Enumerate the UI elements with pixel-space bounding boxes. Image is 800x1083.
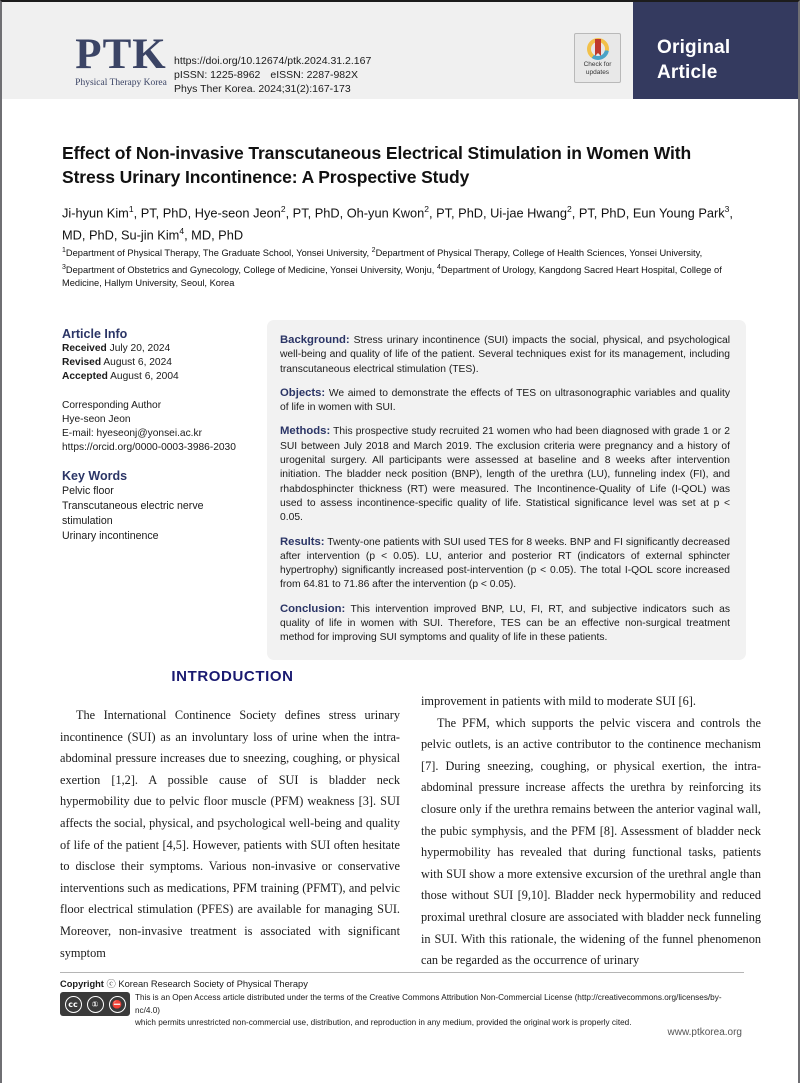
abstract-background (280, 333, 730, 377)
abstract-objects-text: We aimed to demonstrate the effects of TES on ultrasonographic variables and quality of life in women with SUI. (280, 387, 730, 414)
copyright-line (60, 978, 308, 991)
abstract-methods-label: Methods: (280, 425, 331, 438)
abstract-background-label: Background: (280, 334, 350, 346)
article-type-label: Original Article (657, 37, 731, 83)
keyword-item: Transcutaneous electric nerve stimulation (62, 500, 204, 528)
abstract-conclusion-label: Conclusion: (280, 602, 346, 615)
body-column-right (421, 691, 761, 972)
footer-divider (60, 972, 744, 973)
received-line (62, 342, 247, 356)
doi-line[interactable]: https://doi.org/10.12674/ptk.2024.31.2.167 (174, 55, 372, 67)
affiliations: $^1$Department of Physical Therapy, The Graduate School, Yonsei University, $^2$Department of Physical Therapy, College of Health Sciences, Yonsei University, $^3$Department of Obstetrics and Gynecology, College of Medicine, Yonsei University, Wonju, $^4$Department of Urology, Kangdong Sacred Heart Hospital, College of Medicine, Hallym University, Seoul, Korea (62, 247, 722, 289)
revised-label: Revised (62, 357, 102, 369)
corresponding-author-orcid[interactable]: https://orcid.org/0000-0003-3986-2030 (62, 442, 236, 454)
creative-commons-icon (60, 992, 130, 1016)
crossmark-label-line2: updates (585, 69, 610, 76)
cc-nc-icon: ⛔ (109, 996, 126, 1013)
journal-logo (62, 31, 180, 89)
abstract-results-label: Results: (280, 535, 325, 548)
crossmark-icon (587, 38, 609, 60)
intro-paragraph-1-continued: improvement in patients with mild to moderate SUI [6]. (421, 694, 696, 708)
intro-paragraph-2: The PFM, which supports the pelvic viscera and controls the pelvic outlets, is an active contributor to the continence mechanism [7]. During sneezing, coughing, or physical exertion, the intra-abdominal pressure increase affects the urethra by reinforcing its closure only if the urethra remains between the anterior vaginal wall, the pubic symphysis, and the PFM [8]. Assessment of bladder neck hypermobility has revealed that during functional tasks, patients with SUI show a more extensive excursion of the urethral angle than those without SUI [9,10]. Bladder neck hypermobility and reduced proximal urethral closure are associated with bladder neck funneling in SUI. With this rationale, the widening of the funnel phenomenon can be regarded as the occurrence of urinary (421, 715, 761, 968)
license-text (135, 992, 745, 1030)
keyword-item: Pelvic floor (62, 485, 114, 498)
received-value: July 20, 2024 (109, 343, 171, 354)
abstract-conclusion (280, 602, 730, 646)
abstract-results (280, 535, 730, 593)
citation-line: Phys Ther Korea. 2024;31(2):167-173 (174, 83, 351, 95)
crossmark-label-line1: Check for (583, 61, 612, 68)
received-label: Received (62, 343, 107, 354)
license-line-2: which permits unrestricted non-commercial use, distribution, and reproduction in any medium, provided the original work is properly cited. (135, 1018, 632, 1027)
article-title: Effect of Non-invasive Transcutaneous Electrical Stimulation in Women With Stress Urinary Incontinence: A Prospective Study (62, 143, 692, 187)
cc-by-icon: ① (87, 996, 104, 1013)
body-column-left (60, 705, 400, 964)
pissn: pISSN: 1225-8962 (174, 69, 261, 81)
abstract-conclusion-text: This intervention improved BNP, LU, FI, RT, and subjective indicators such as quality of life in women with SUI. Therefore, TES can be an effective non-surgical treatment method for improving SUI symptoms and quality of life in these patients. (280, 603, 730, 644)
revised-value: August 6, 2024 (103, 357, 172, 369)
accepted-label: Accepted (62, 371, 108, 383)
abstract-methods (280, 424, 730, 525)
journal-logo-subtitle: Physical Therapy Korea (75, 78, 167, 88)
copyright-text: ⓒ Korean Research Society of Physical Therapy (103, 979, 308, 989)
corresponding-author-heading: Corresponding Author (62, 399, 162, 411)
abstract-objects (280, 386, 730, 416)
abstract-box (267, 320, 746, 660)
corresponding-author-name: Hye-seon Jeon (62, 413, 131, 425)
intro-paragraph-1: The International Continence Society defines stress urinary incontinence (SUI) as an involuntary loss of urine when the intra-abdominal pressure increases due to sneezing, coughing, or physical exertion [1,2]. A possible cause of SUI is bladder neck hypermobility due to pelvic floor muscle (PFM) weakness [3]. SUI affects the social, physical, and psychological well-being and quality of life of the patient [4,5]. However, patients with SUI often hesitate to disclose their symptoms. Various non-invasive or conservative interventions such as medications, PFM training (PFMT), and pelvic floor electrical stimulation (PFES) are available for managing SUI. Moreover, non-invasive treatment is associated with significant symptom (60, 708, 400, 960)
revised-line (62, 356, 247, 370)
article-info-heading: Article Info (62, 327, 128, 341)
license-line-1: This is an Open Access article distributed under the terms of the Creative Commons Attribution Non-Commercial License (http://creativecommons.org/licenses/by-nc/4.0) (135, 993, 722, 1015)
accepted-line (62, 370, 247, 384)
corresponding-author-email[interactable]: E-mail: hyeseonj@yonsei.ac.kr (62, 428, 203, 440)
journal-metadata (174, 54, 371, 96)
issn-line (174, 68, 371, 82)
keywords-heading: Key Words (62, 469, 128, 484)
abstract-objects-label: Objects: (280, 386, 326, 399)
article-info-sidebar (62, 327, 247, 544)
abstract-methods-text: This prospective study recruited 21 women who had been diagnosed with grade 1 or 2 SUI between July 2018 and March 2019. The exclusion criteria were pregnancy and a history of urogenital surgery. All participants were assessed at baseline and 8 weeks after intervention initiation. The bladder neck position (BNP), length of the urethra (LU), funneling index (FI), and rhabdosphincter thickness (RT) were measured. The Incontinence-Quality of Life (I-QOL) was used to assess incontinence-specific quality of life. Statistical significance level was set at p < 0.05. (280, 426, 730, 524)
crossmark-badge[interactable] (574, 33, 621, 83)
keyword-item: Urinary incontinence (62, 530, 159, 543)
author-list: Ji-hyun Kim$^1$, PT, PhD, Hye-seon Jeon$^2$, PT, PhD, Oh-yun Kwon$^2$, PT, PhD, Ui-jae Hwang$^2$, PT, PhD, Eun Young Park$^3$, MD, PhD, Su-jin Kim$^4$, MD, PhD (62, 204, 733, 243)
accepted-value: August 6, 2004 (110, 371, 179, 383)
abstract-background-text: Stress urinary incontinence (SUI) impacts the social, physical, and psychological well-being and quality of life of the patient. Several techniques exist for its management, including transcutaneous electrical stimulation (TES). (280, 335, 730, 375)
copyright-label: Copyright (60, 979, 104, 989)
section-heading-introduction: INTRODUCTION (171, 668, 294, 685)
cc-mark-icon: cc (65, 996, 82, 1013)
eissn: eISSN: 2287-982X (270, 69, 358, 81)
abstract-results-text: Twenty-one patients with SUI used TES for 8 weeks. BNP and FI significantly decreased after intervention (p < 0.05). LU, anterior and posterior RT (indicators of external sphincter hypertrophy) significantly increased post-intervention (p < 0.05). The total I-QOL score increased from 64.81 to 71.86 after the intervention (p < 0.05). (280, 536, 730, 591)
journal-website-url[interactable]: www.ptkorea.org (667, 1027, 742, 1038)
journal-logo-acronym: PTK (75, 31, 167, 78)
